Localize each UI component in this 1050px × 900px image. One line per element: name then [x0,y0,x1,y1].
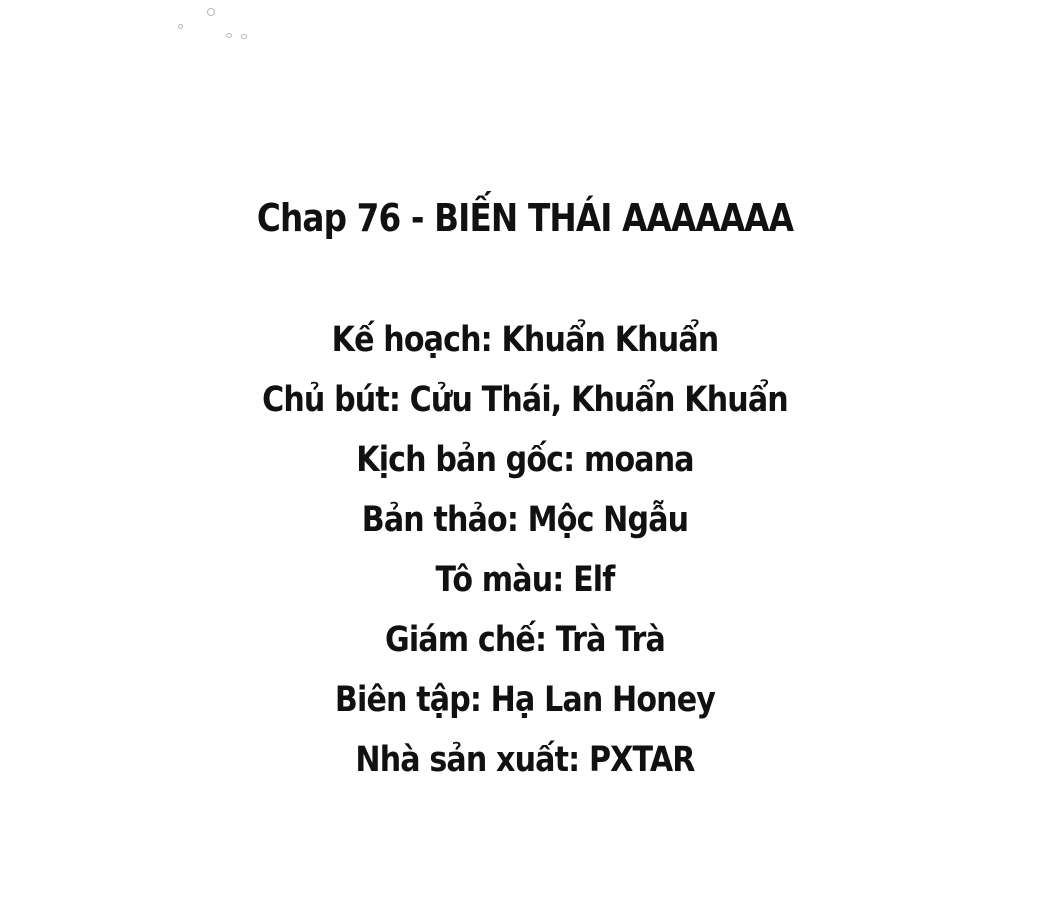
chapter-title: Chap 76 - BIẾN THÁI AAAAAAA [256,196,794,240]
credit-lead-author: Chủ bút: Cửu Thái, Khuẩn Khuẩn [262,380,788,420]
scan-speck [178,24,183,29]
spacer [0,246,1050,310]
credit-draft: Bản thảo: Mộc Ngẫu [361,500,689,540]
credit-original-script: Kịch bản gốc: moana [356,440,694,480]
scan-speck [241,34,247,39]
credit-editor: Biên tập: Hạ Lan Honey [334,680,716,720]
credits-block [0,190,1050,790]
credit-producer: Nhà sản xuất: PXTAR [355,740,695,780]
scan-speck [207,8,215,16]
scan-speck [226,33,232,38]
credit-supervisor: Giám chế: Trà Trà [384,620,666,660]
credit-plan: Kế hoạch: Khuẩn Khuẩn [331,320,719,360]
credit-coloring: Tô màu: Elf [435,560,615,600]
